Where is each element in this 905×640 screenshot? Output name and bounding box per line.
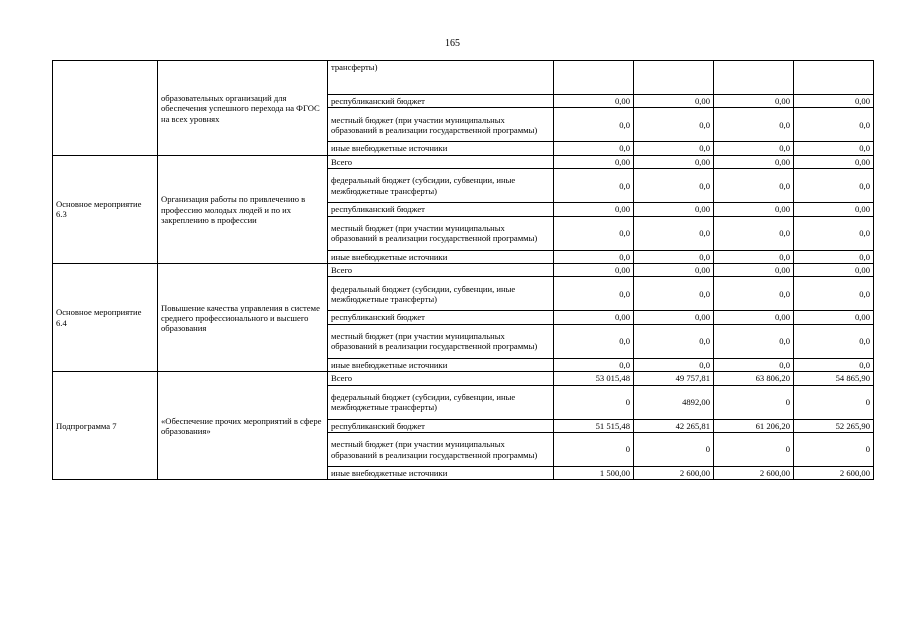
amount-cell: 0,00	[794, 155, 874, 168]
amount-cell: 0	[794, 385, 874, 419]
amount-cell: 0,0	[794, 277, 874, 311]
event-title: «Обеспечение прочих мероприятий в сфере образования»	[161, 415, 322, 437]
amount-cell: 0,0	[554, 142, 634, 155]
amount-cell: 0,00	[714, 203, 794, 216]
amount-cell: 2 600,00	[714, 467, 794, 480]
page-number: 165	[445, 38, 460, 49]
amount-cell: 51 515,48	[554, 419, 634, 432]
amount-cell: 0,00	[634, 264, 714, 277]
amount-cell: 0,0	[714, 277, 794, 311]
amount-cell: 0,00	[554, 264, 634, 277]
amount-cell: 0,0	[714, 250, 794, 263]
funding-source: иные внебюджетные источники	[328, 358, 554, 371]
amount-cell: 2 600,00	[634, 467, 714, 480]
amount-cell: 1 500,00	[554, 467, 634, 480]
amount-cell: 0	[554, 385, 634, 419]
amount-cell: 0,00	[554, 95, 634, 108]
funding-source: республиканский бюджет	[328, 311, 554, 324]
amount-cell: 0,00	[554, 203, 634, 216]
amount-cell: 61 206,20	[714, 419, 794, 432]
amount-cell: 0	[634, 433, 714, 467]
amount-cell: 0,0	[554, 277, 634, 311]
amount-cell: 0,0	[714, 108, 794, 142]
amount-cell: 0,00	[794, 311, 874, 324]
amount-cell: 0	[554, 433, 634, 467]
budget-table	[52, 60, 874, 480]
event-title: Повышение качества управления в системе среднего профессионального и высшего образования	[161, 302, 320, 334]
amount-cell: 0,0	[554, 358, 634, 371]
amount-cell: 2 600,00	[794, 467, 874, 480]
funding-source: иные внебюджетные источники	[328, 142, 554, 155]
amount-cell: 0,00	[634, 95, 714, 108]
amount-cell: 0,00	[714, 155, 794, 168]
funding-source: республиканский бюджет	[328, 419, 554, 432]
amount-cell: 0,0	[714, 169, 794, 203]
amount-cell: 54 865,90	[794, 372, 874, 385]
amount-cell: 0,00	[714, 95, 794, 108]
amount-cell: 4892,00	[634, 385, 714, 419]
amount-cell: 0	[714, 433, 794, 467]
event-title-cell	[158, 155, 328, 263]
amount-cell: 0,0	[554, 216, 634, 250]
event-title: Организация работы по привлечению в профессию молодых людей и по их закреплению в профессии	[161, 194, 306, 226]
amount-cell: 0,00	[634, 155, 714, 168]
funding-source: Всего	[328, 155, 554, 168]
amount-cell: 0,00	[554, 311, 634, 324]
amount-cell: 0,00	[794, 203, 874, 216]
amount-cell: 0,0	[634, 324, 714, 358]
amount-cell: 0	[794, 433, 874, 467]
amount-cell: 0,0	[634, 277, 714, 311]
amount-cell: 0,00	[634, 311, 714, 324]
amount-cell: 63 806,20	[714, 372, 794, 385]
amount-cell: 0,0	[794, 169, 874, 203]
event-name-cell	[53, 264, 158, 372]
amount-cell: 0,0	[714, 216, 794, 250]
event-title-cell	[158, 264, 328, 372]
amount-cell	[634, 61, 714, 95]
table-row	[53, 264, 874, 277]
amount-cell: 0,0	[634, 142, 714, 155]
amount-cell: 0,00	[714, 264, 794, 277]
amount-cell: 0,00	[794, 264, 874, 277]
amount-cell: 0,0	[714, 142, 794, 155]
funding-source: федеральный бюджет (субсидии, субвенции, иные межбюджетные трансферты)	[328, 277, 554, 311]
amount-cell: 0,0	[714, 358, 794, 371]
event-name: Основное мероприятие 6.3	[56, 199, 142, 220]
amount-cell: 0,0	[794, 108, 874, 142]
event-name-cell	[53, 372, 158, 480]
event-title-cell	[158, 61, 328, 156]
amount-cell: 52 265,90	[794, 419, 874, 432]
funding-source: федеральный бюджет (субсидии, субвенции, иные межбюджетные трансферты)	[328, 169, 554, 203]
amount-cell: 0	[714, 385, 794, 419]
funding-source: иные внебюджетные источники	[328, 250, 554, 263]
amount-cell: 0,0	[794, 250, 874, 263]
amount-cell	[554, 61, 634, 95]
amount-cell: 0,00	[634, 203, 714, 216]
table-row	[53, 61, 874, 95]
funding-source: местный бюджет (при участии муниципальных образований в реализации государственной программы)	[328, 108, 554, 142]
event-title: образовательных организаций для обеспечения успешного перехода на ФГОС на всех уровнях	[161, 92, 320, 124]
amount-cell: 0,0	[554, 108, 634, 142]
amount-cell: 0,0	[554, 324, 634, 358]
event-title-cell	[158, 372, 328, 480]
amount-cell: 0,0	[634, 108, 714, 142]
event-name-cell	[53, 61, 158, 156]
amount-cell	[794, 61, 874, 95]
funding-source: местный бюджет (при участии муниципальных образований в реализации государственной программы)	[328, 216, 554, 250]
funding-source: республиканский бюджет	[328, 203, 554, 216]
amount-cell: 53 015,48	[554, 372, 634, 385]
amount-cell: 0,0	[634, 169, 714, 203]
amount-cell: 0,0	[634, 216, 714, 250]
amount-cell: 0,0	[794, 216, 874, 250]
amount-cell: 0,0	[554, 169, 634, 203]
funding-source: трансферты)	[328, 61, 554, 95]
amount-cell: 42 265,81	[634, 419, 714, 432]
funding-source: федеральный бюджет (субсидии, субвенции, иные межбюджетные трансферты)	[328, 385, 554, 419]
amount-cell: 0,0	[794, 142, 874, 155]
funding-source: местный бюджет (при участии муниципальных образований в реализации государственной программы)	[328, 433, 554, 467]
amount-cell: 0,00	[794, 95, 874, 108]
event-name-cell	[53, 155, 158, 263]
amount-cell: 49 757,81	[634, 372, 714, 385]
amount-cell: 0,0	[794, 324, 874, 358]
event-name: Основное мероприятие 6.4	[56, 307, 142, 328]
amount-cell: 0,0	[794, 358, 874, 371]
amount-cell: 0,00	[554, 155, 634, 168]
funding-source: Всего	[328, 264, 554, 277]
budget-table-body	[53, 61, 874, 480]
funding-source: республиканский бюджет	[328, 95, 554, 108]
table-row	[53, 155, 874, 168]
funding-source: Всего	[328, 372, 554, 385]
table-row	[53, 372, 874, 385]
funding-source: местный бюджет (при участии муниципальных образований в реализации государственной программы)	[328, 324, 554, 358]
amount-cell	[714, 61, 794, 95]
amount-cell: 0,00	[714, 311, 794, 324]
amount-cell: 0,0	[634, 358, 714, 371]
funding-source: иные внебюджетные источники	[328, 467, 554, 480]
event-name: Подпрограмма 7	[56, 420, 117, 431]
amount-cell: 0,0	[634, 250, 714, 263]
amount-cell: 0,0	[554, 250, 634, 263]
amount-cell: 0,0	[714, 324, 794, 358]
